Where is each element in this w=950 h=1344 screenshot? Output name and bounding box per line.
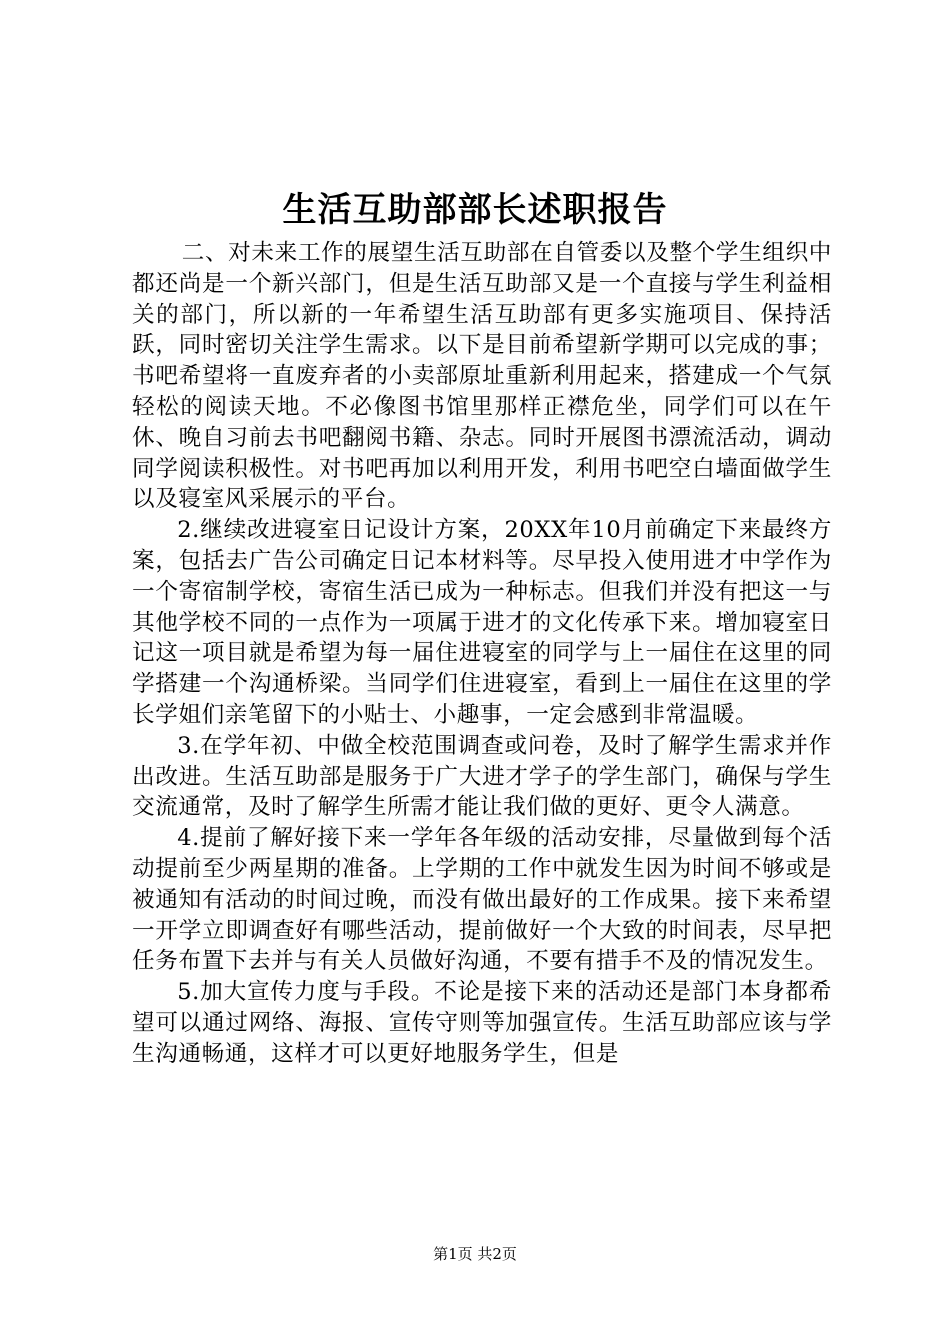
- paragraph-4: 4.提前了解好接下来一学年各年级的活动安排，尽量做到每个活动提前至少两星期的准备。上学期的工作中就发生因为时间不够或是被通知有活动的时间过晚，而没有做出最好的工作成果。接下来希望一开学立即调查好有哪些活动，提前做好一个大致的时间表，尽早把任务布置下去并与有关人员做好沟通，不要有措手不及的情况发生。: [132, 825, 832, 975]
- page-number-footer: 第1页 共2页: [433, 1245, 517, 1263]
- paragraph-1: 二、对未来工作的展望生活互助部在自管委以及整个学生组织中都还尚是一个新兴部门，但是生活互助部又是一个直接与学生利益相关的部门，所以新的一年希望生活互助部有更多实施项目、保持活跃，同时密切关注学生需求。以下是目前希望新学期可以完成的事；书吧希望将一直废弃者的小卖部原址重新利用起来，搭建成一个气氛轻松的阅读天地。不必像图书馆里那样正襟危坐，同学们可以在午休、晚自习前去书吧翻阅书籍、杂志。同时开展图书漂流活动，调动同学阅读积极性。对书吧再加以利用开发，利用书吧空白墙面做学生以及寝室风采展示的平台。: [132, 240, 832, 513]
- document-body: [132, 238, 832, 1070]
- document-title: 生活互助部部长述职报告: [282, 190, 668, 230]
- paragraph-2: 2.继续改进寝室日记设计方案，20XX年10月前确定下来最终方案，包括去广告公司确定日记本材料等。尽早投入使用进才中学作为一个寄宿制学校，寄宿生活已成为一种标志。但我们并没有把这一与其他学校不同的一点作为一项属于进才的文化传承下来。增加寝室日记这一项目就是希望为每一届住进寝室的同学与上一届住在这里的同学搭建一个沟通桥梁。当同学们住进寝室，看到上一届住在这里的学长学姐们亲笔留下的小贴士、小趣事，一定会感到非常温暖。: [132, 517, 832, 728]
- paragraph-5: 5.加大宣传力度与手段。不论是接下来的活动还是部门本身都希望可以通过网络、海报、宣传守则等加强宣传。生活互助部应该与学生沟通畅通，这样才可以更好地服务学生，但是: [132, 979, 832, 1067]
- paragraph-3: 3.在学年初、中做全校范围调查或问卷，及时了解学生需求并作出改进。生活互助部是服务于广大进才学子的学生部门，确保与学生交流通常，及时了解学生所需才能让我们做的更好、更令人满意。: [132, 732, 832, 821]
